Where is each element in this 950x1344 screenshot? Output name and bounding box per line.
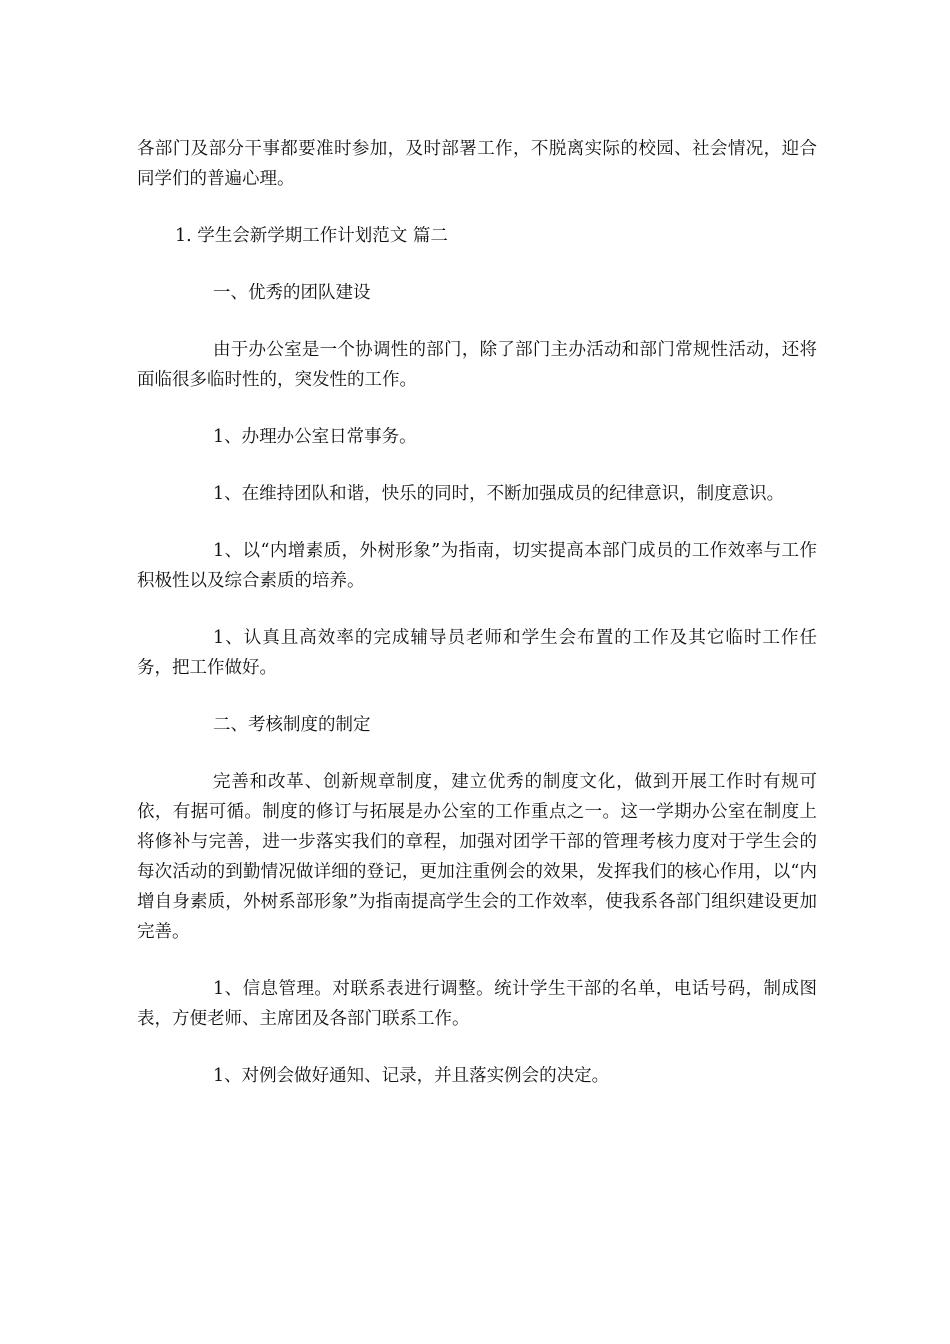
subsection-heading: 二、考核制度的制定 bbox=[213, 715, 371, 735]
document-body bbox=[137, 134, 817, 1118]
list-item: 1、认真且高效率的完成辅导员老师和学生会布置的工作及其它临时工作任务，把工作做好。 bbox=[137, 628, 817, 678]
paragraph: 各部门及部分干事都要准时参加，及时部署工作，不脱离实际的校园、社会情况，迎合同学们的普遍心理。 bbox=[137, 139, 817, 189]
section-heading: 1. 学生会新学期工作计划范文 篇二 bbox=[175, 226, 448, 246]
list-item: 1、在维持团队和谐，快乐的同时，不断加强成员的纪律意识，制度意识。 bbox=[213, 484, 785, 504]
list-item: 1、信息管理。对联系表进行调整。统计学生干部的名单，电话号码，制成图表，方便老师、主席团及各部门联系工作。 bbox=[137, 979, 817, 1029]
paragraph: 由于办公室是一个协调性的部门，除了部门主办活动和部门常规性活动，还将面临很多临时性的，突发性的工作。 bbox=[137, 340, 817, 390]
list-item: 1、对例会做好通知、记录，并且落实例会的决定。 bbox=[213, 1066, 610, 1086]
list-item: 1、办理办公室日常事务。 bbox=[213, 427, 417, 447]
subsection-heading: 一、优秀的团队建设 bbox=[213, 283, 371, 303]
list-item: 1、以“内增素质，外树形象”为指南，切实提高本部门成员的工作效率与工作积极性以及综合素质的培养。 bbox=[137, 541, 817, 591]
paragraph: 完善和改革、创新规章制度，建立优秀的制度文化，做到开展工作时有规可依，有据可循。制度的修订与拓展是办公室的工作重点之一。这一学期办公室在制度上将修补与完善，进一步落实我们的章程，加强对团学干部的管理考核力度对于学生会的每次活动的到勤情况做详细的登记，更加注重例会的效果，发挥我们的核心作用，以“内增自身素质，外树系部形象”为指南提高学生会的工作效率，使我系各部门组织建设更加完善。 bbox=[137, 772, 817, 942]
